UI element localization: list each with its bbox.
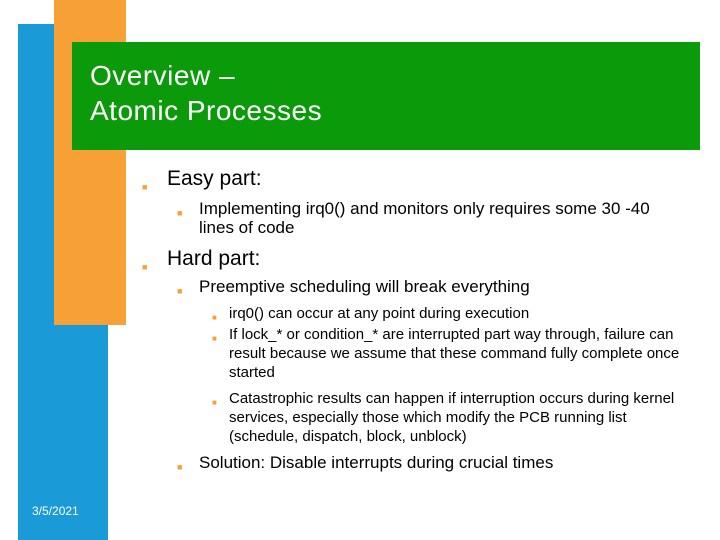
bullet-square-icon: ■ [142, 182, 148, 192]
bullet-square-icon: ■ [142, 262, 148, 272]
easy-part-label: Easy part: [167, 167, 262, 190]
bullet-preemptive [177, 277, 697, 296]
detail-text: If lock_* or condition_* are interrupted part way through, failure can result because we assume that these command fully complete once started [229, 326, 680, 381]
detail-item [212, 304, 702, 323]
detail-text: Catastrophic results can happen if interruption occurs during kernel services, especially those which modify the PCB running list (schedule, dispatch, block, unblock) [229, 390, 675, 445]
bullet-square-icon: ■ [177, 462, 183, 472]
hard-part-detail: Preemptive scheduling will break everything [199, 277, 530, 296]
bullet-square-icon: ■ [212, 313, 217, 322]
bullet-solution [177, 453, 697, 472]
detail-text: irq0() can occur at any point during execution [229, 305, 530, 322]
bullet-square-icon: ■ [212, 398, 217, 407]
bullet-square-icon: ■ [212, 334, 217, 343]
bullet-implementing [177, 199, 697, 237]
bullet-hard-part [142, 247, 682, 271]
bullet-square-icon: ■ [177, 208, 183, 218]
slide-title-line-1: Overview – [90, 60, 236, 91]
slide-date: 3/5/2021 [32, 504, 79, 518]
detail-item [212, 389, 702, 446]
easy-part-detail: Implementing irq0() and monitors only requires some 30 -40 lines of code [199, 199, 650, 237]
slide-title [90, 58, 322, 128]
bullet-square-icon: ■ [177, 286, 183, 296]
bullet-easy-part [142, 167, 682, 191]
detail-item [212, 325, 702, 382]
solution-text: Solution: Disable interrupts during crucial times [199, 453, 554, 472]
hard-part-label: Hard part: [167, 247, 261, 270]
slide-title-line-2: Atomic Processes [90, 95, 323, 126]
